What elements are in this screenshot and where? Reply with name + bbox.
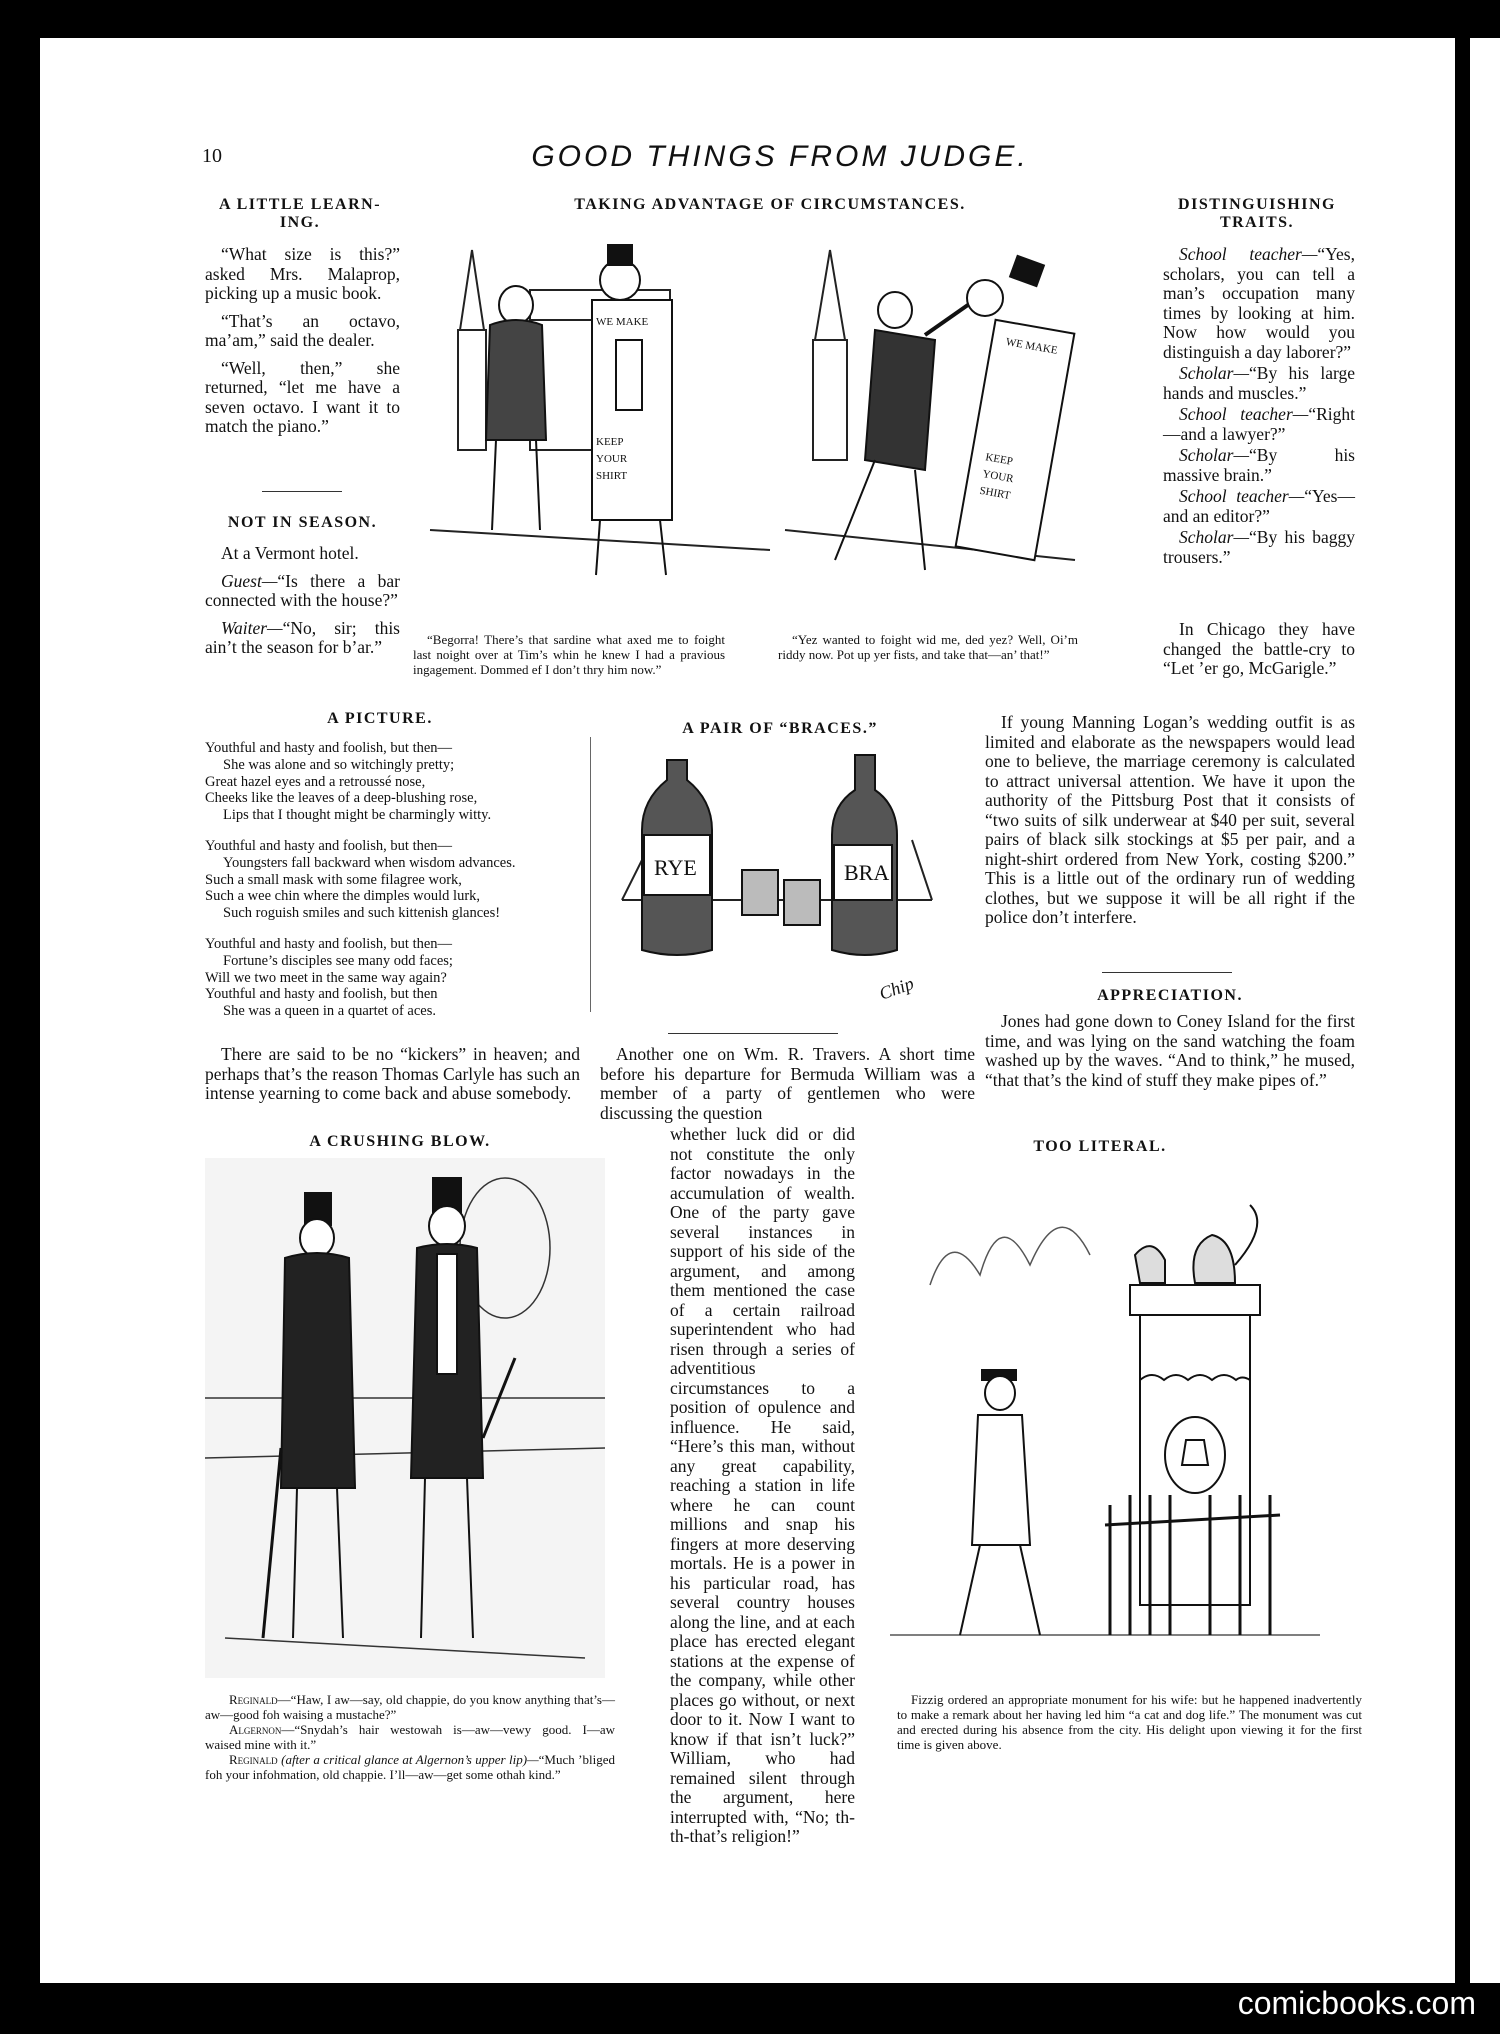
distinguishing-text bbox=[1163, 245, 1355, 569]
poem-line: Youthful and hasty and foolish, but then— bbox=[205, 740, 453, 756]
divider bbox=[668, 1033, 838, 1034]
svg-text:SHIRT: SHIRT bbox=[596, 470, 628, 482]
circumstances-caption-right: “Yez wanted to foight wid me, ded yez? Well, Oi’m riddy now. Pot up yer fists, and take that—an’ that!” bbox=[778, 632, 1078, 662]
circumstances-title: TAKING ADVANTAGE OF CIRCUMSTANCES. bbox=[574, 196, 966, 213]
speaker-waiter: Waiter— bbox=[221, 617, 283, 638]
guest-line: “Is there a bar connected with the house?” bbox=[205, 570, 400, 610]
poem-line: Lips that I thought might be charmingly witty. bbox=[223, 807, 492, 824]
speaker-reginald: Reginald— bbox=[229, 1692, 291, 1707]
little-learning-p2: “That’s an octavo, ma’am,” said the dealer. bbox=[205, 310, 400, 350]
label-bra: BRA bbox=[844, 860, 890, 885]
poem-line: Such a small mask with some filagree work, bbox=[205, 871, 462, 888]
dialogue-line-2 bbox=[1163, 364, 1355, 403]
travers-paragraph-column bbox=[670, 1124, 855, 1846]
sandwich-man-illustration-left bbox=[420, 230, 780, 620]
poem-line: She was a queen in a quartet of aces. bbox=[223, 1003, 436, 1020]
little-learning-text bbox=[205, 245, 400, 445]
not-in-season-title: NOT IN SEASON. bbox=[227, 514, 378, 531]
dialogue-line-3 bbox=[1163, 405, 1355, 444]
caption-line-2 bbox=[205, 1722, 615, 1752]
poem-stanza-3 bbox=[205, 936, 585, 1020]
poem-line: Youthful and hasty and foolish, but then— bbox=[205, 935, 453, 952]
poem-line: Fortune’s disciples see many odd faces; bbox=[223, 952, 453, 969]
picture-title: A PICTURE. bbox=[327, 710, 433, 727]
svg-text:WE MAKE: WE MAKE bbox=[596, 316, 649, 328]
dialogue-text: “By his large hands and muscles.” bbox=[1163, 363, 1355, 403]
braces-title: A PAIR OF “BRACES.” bbox=[682, 720, 878, 737]
travers-overflow: whether luck did or did not constitute the only factor nowadays in the accumulation of wealth. One of the party gave several instances in support of his side of the argument, and among them mentioned the case of a certain railroad superintendent who had risen through a series of adventitious circumstances to a position of opulence and influence. He said, “Here’s this man, without any great capability, reaching a station in life where he can count millions and snap his fingers at more deserving mortals. He is a power in his particular road, has several country houses along the line, and at each place has erected elegant stations at the expense of the company, while other places go without, or next door to it. Now I want to know if that isn’t luck?” William, who had remained silent through the argument, here interrupted with, “No; th-th-that’s religion!” bbox=[670, 1124, 855, 1846]
poem-line: Such a wee chin where the dimples would lurk, bbox=[205, 888, 481, 905]
watermark: comicbooks.com bbox=[1237, 1985, 1476, 2021]
stage-direction: (after a critical glance at Algernon’s upper lip)— bbox=[281, 1752, 539, 1767]
running-title: GOOD THINGS FROM JUDGE. bbox=[531, 140, 1029, 173]
poem-line: Great hazel eyes and a retroussé nose, bbox=[205, 773, 426, 790]
speaker: School teacher— bbox=[1179, 244, 1318, 264]
circumstances-caption-left: “Begorra! There’s that sardine what axed me to foight last noight over at Tim’s whin he knew I had a pravious ingagement. Dommed ef I don’t thry him now.” bbox=[413, 632, 725, 677]
dialogue-line-5 bbox=[1163, 487, 1355, 526]
column-rule bbox=[590, 737, 591, 1012]
wedding-text: If young Manning Logan’s wedding outfit is as limited and elaborate as the newspapers would lead one to believe, the marriage ceremony is calculated to attract universal attention. We have it upon the authority of the Pittsburg Post that it consists of “two suits of silk underwear at $40 per suit, several pairs of black silk stockings at $5 per pair, and a night-shirt ordered from New York, costing $200.” This is a little out of the ordinary run of wedding clothes, but we suppose it will be all right if the police don’t interfere. bbox=[985, 712, 1355, 927]
poem-line: Youthful and hasty and foolish, but then— bbox=[205, 837, 453, 854]
crushing-blow-caption bbox=[205, 1692, 615, 1782]
crushing-blow-title: A CRUSHING BLOW. bbox=[309, 1133, 491, 1150]
speaker: Scholar— bbox=[1179, 363, 1249, 383]
svg-text:KEEP: KEEP bbox=[984, 451, 1014, 468]
not-in-season-text bbox=[205, 544, 400, 666]
not-in-season-p2 bbox=[205, 572, 400, 611]
not-in-season-p3 bbox=[205, 619, 400, 658]
svg-text:YOUR: YOUR bbox=[981, 467, 1015, 486]
too-literal-caption: Fizzig ordered an appropriate monument for his wife: but he happened inadvertently to make a remark about her having led him “a cat and dog life.” The monument was cut and erected during his absence from the city. His delight upon viewing it for the first time is given above. bbox=[897, 1692, 1362, 1752]
label-rye: RYE bbox=[654, 855, 697, 880]
poem-line: Such roguish smiles and such kittenish glances! bbox=[223, 905, 501, 922]
little-learning-title: A LITTLE LEARN-ING. bbox=[218, 196, 382, 231]
braces-bottles-illustration bbox=[612, 750, 942, 1010]
too-literal-title: TOO LITERAL. bbox=[1033, 1138, 1167, 1155]
appreciation-paragraph bbox=[985, 1012, 1355, 1098]
appreciation-text: Jones had gone down to Coney Island for the first time, and was lying on the sand watching the foam washed up by the waves. “And to think,” he mused, “that that’s the kind of stuff they make pipes of.” bbox=[985, 1011, 1355, 1090]
too-literal-monument-illustration bbox=[890, 1165, 1320, 1680]
dialogue-text: “Yes—and an editor?” bbox=[1163, 486, 1355, 526]
sandwich-man-illustration-right bbox=[775, 230, 1095, 620]
wedding-paragraph bbox=[985, 713, 1355, 936]
caption-line-1 bbox=[205, 1692, 615, 1722]
not-in-season-p1: At a Vermont hotel. bbox=[221, 543, 359, 563]
travers-text: Another one on Wm. R. Travers. A short time before his departure for Bermuda William was a member of a party of gentlemen who were discussing the question bbox=[600, 1044, 975, 1123]
crushing-blow-illustration bbox=[205, 1158, 605, 1683]
poem-line: She was alone and so witchingly pretty; bbox=[223, 756, 455, 773]
poem-stanza-1 bbox=[205, 740, 585, 824]
speaker: School teacher— bbox=[1179, 404, 1309, 424]
facing-page-edge bbox=[1470, 38, 1500, 1983]
waiter-line: “No, sir; this ain’t the season for b’ar.” bbox=[205, 617, 400, 657]
reginald-line-2: “Much ’bliged foh your infohmation, old chappie. I’ll—aw—get some othah kind.” bbox=[205, 1752, 615, 1782]
little-learning-p1: “What size is this?” asked Mrs. Malaprop, picking up a music book. bbox=[205, 244, 400, 303]
caption-line-3 bbox=[205, 1752, 615, 1782]
distinguishing-title: DISTINGUISHING TRAITS. bbox=[1178, 196, 1336, 231]
algernon-line: “Snydah’s hair westowah is—aw—vewy good. I—aw waised mine with it.” bbox=[205, 1722, 615, 1752]
travers-paragraph-top bbox=[600, 1045, 975, 1127]
svg-text:KEEP: KEEP bbox=[596, 436, 624, 448]
divider bbox=[1102, 972, 1232, 973]
picture-poem bbox=[205, 740, 585, 1034]
artist-signature-chip: Chip bbox=[876, 972, 917, 1004]
speaker: School teacher— bbox=[1179, 486, 1305, 506]
svg-text:YOUR: YOUR bbox=[596, 453, 628, 465]
kickers-text: There are said to be no “kickers” in heaven; and perhaps that’s the reason Thomas Carlyle has such an intense yearning to come back and abuse somebody. bbox=[205, 1044, 580, 1103]
poem-line: Youngsters fall backward when wisdom advances. bbox=[223, 854, 516, 871]
little-learning-p3: “Well, then,” she returned, “let me have a seven octavo. I want it to match the piano.” bbox=[205, 357, 400, 436]
speaker-algernon: Algernon— bbox=[229, 1722, 295, 1737]
reginald-line-1: “Haw, I aw—say, old chappie, do you know anything that’s—aw—good foh waising a mustache?” bbox=[205, 1692, 615, 1722]
poem-stanza-2 bbox=[205, 838, 585, 922]
dialogue-line-4 bbox=[1163, 446, 1355, 485]
kickers-paragraph bbox=[205, 1045, 580, 1112]
chicago-paragraph bbox=[1163, 620, 1355, 687]
appreciation-title: APPRECIATION. bbox=[1097, 987, 1243, 1004]
poem-line: Cheeks like the leaves of a deep-blushing rose, bbox=[205, 790, 478, 807]
poem-line: Youthful and hasty and foolish, but then bbox=[205, 986, 438, 1003]
speaker-guest: Guest— bbox=[221, 570, 278, 591]
svg-text:SHIRT: SHIRT bbox=[978, 484, 1012, 502]
dialogue-text: “Yes, scholars, you can tell a man’s occupation many times by looking at him. Now how would you distinguish a day laborer?” bbox=[1163, 244, 1355, 362]
dialogue-text: “By his baggy trousers.” bbox=[1163, 527, 1355, 567]
svg-text:WE MAKE: WE MAKE bbox=[1004, 336, 1059, 357]
dialogue-text: “By his massive brain.” bbox=[1163, 445, 1355, 485]
speaker: Scholar— bbox=[1179, 527, 1249, 547]
dialogue-text: “Right—and a lawyer?” bbox=[1163, 404, 1355, 444]
speaker-reginald: Reginald bbox=[229, 1752, 278, 1767]
divider bbox=[262, 491, 342, 492]
poem-line: Will we two meet in the same way again? bbox=[205, 969, 447, 986]
dialogue-line-1 bbox=[1163, 245, 1355, 362]
chicago-text: In Chicago they have changed the battle-cry to “Let ’er go, McGarigle.” bbox=[1163, 619, 1355, 678]
speaker: Scholar— bbox=[1179, 445, 1249, 465]
dialogue-line-6 bbox=[1163, 528, 1355, 567]
page-number: 10 bbox=[202, 145, 222, 167]
